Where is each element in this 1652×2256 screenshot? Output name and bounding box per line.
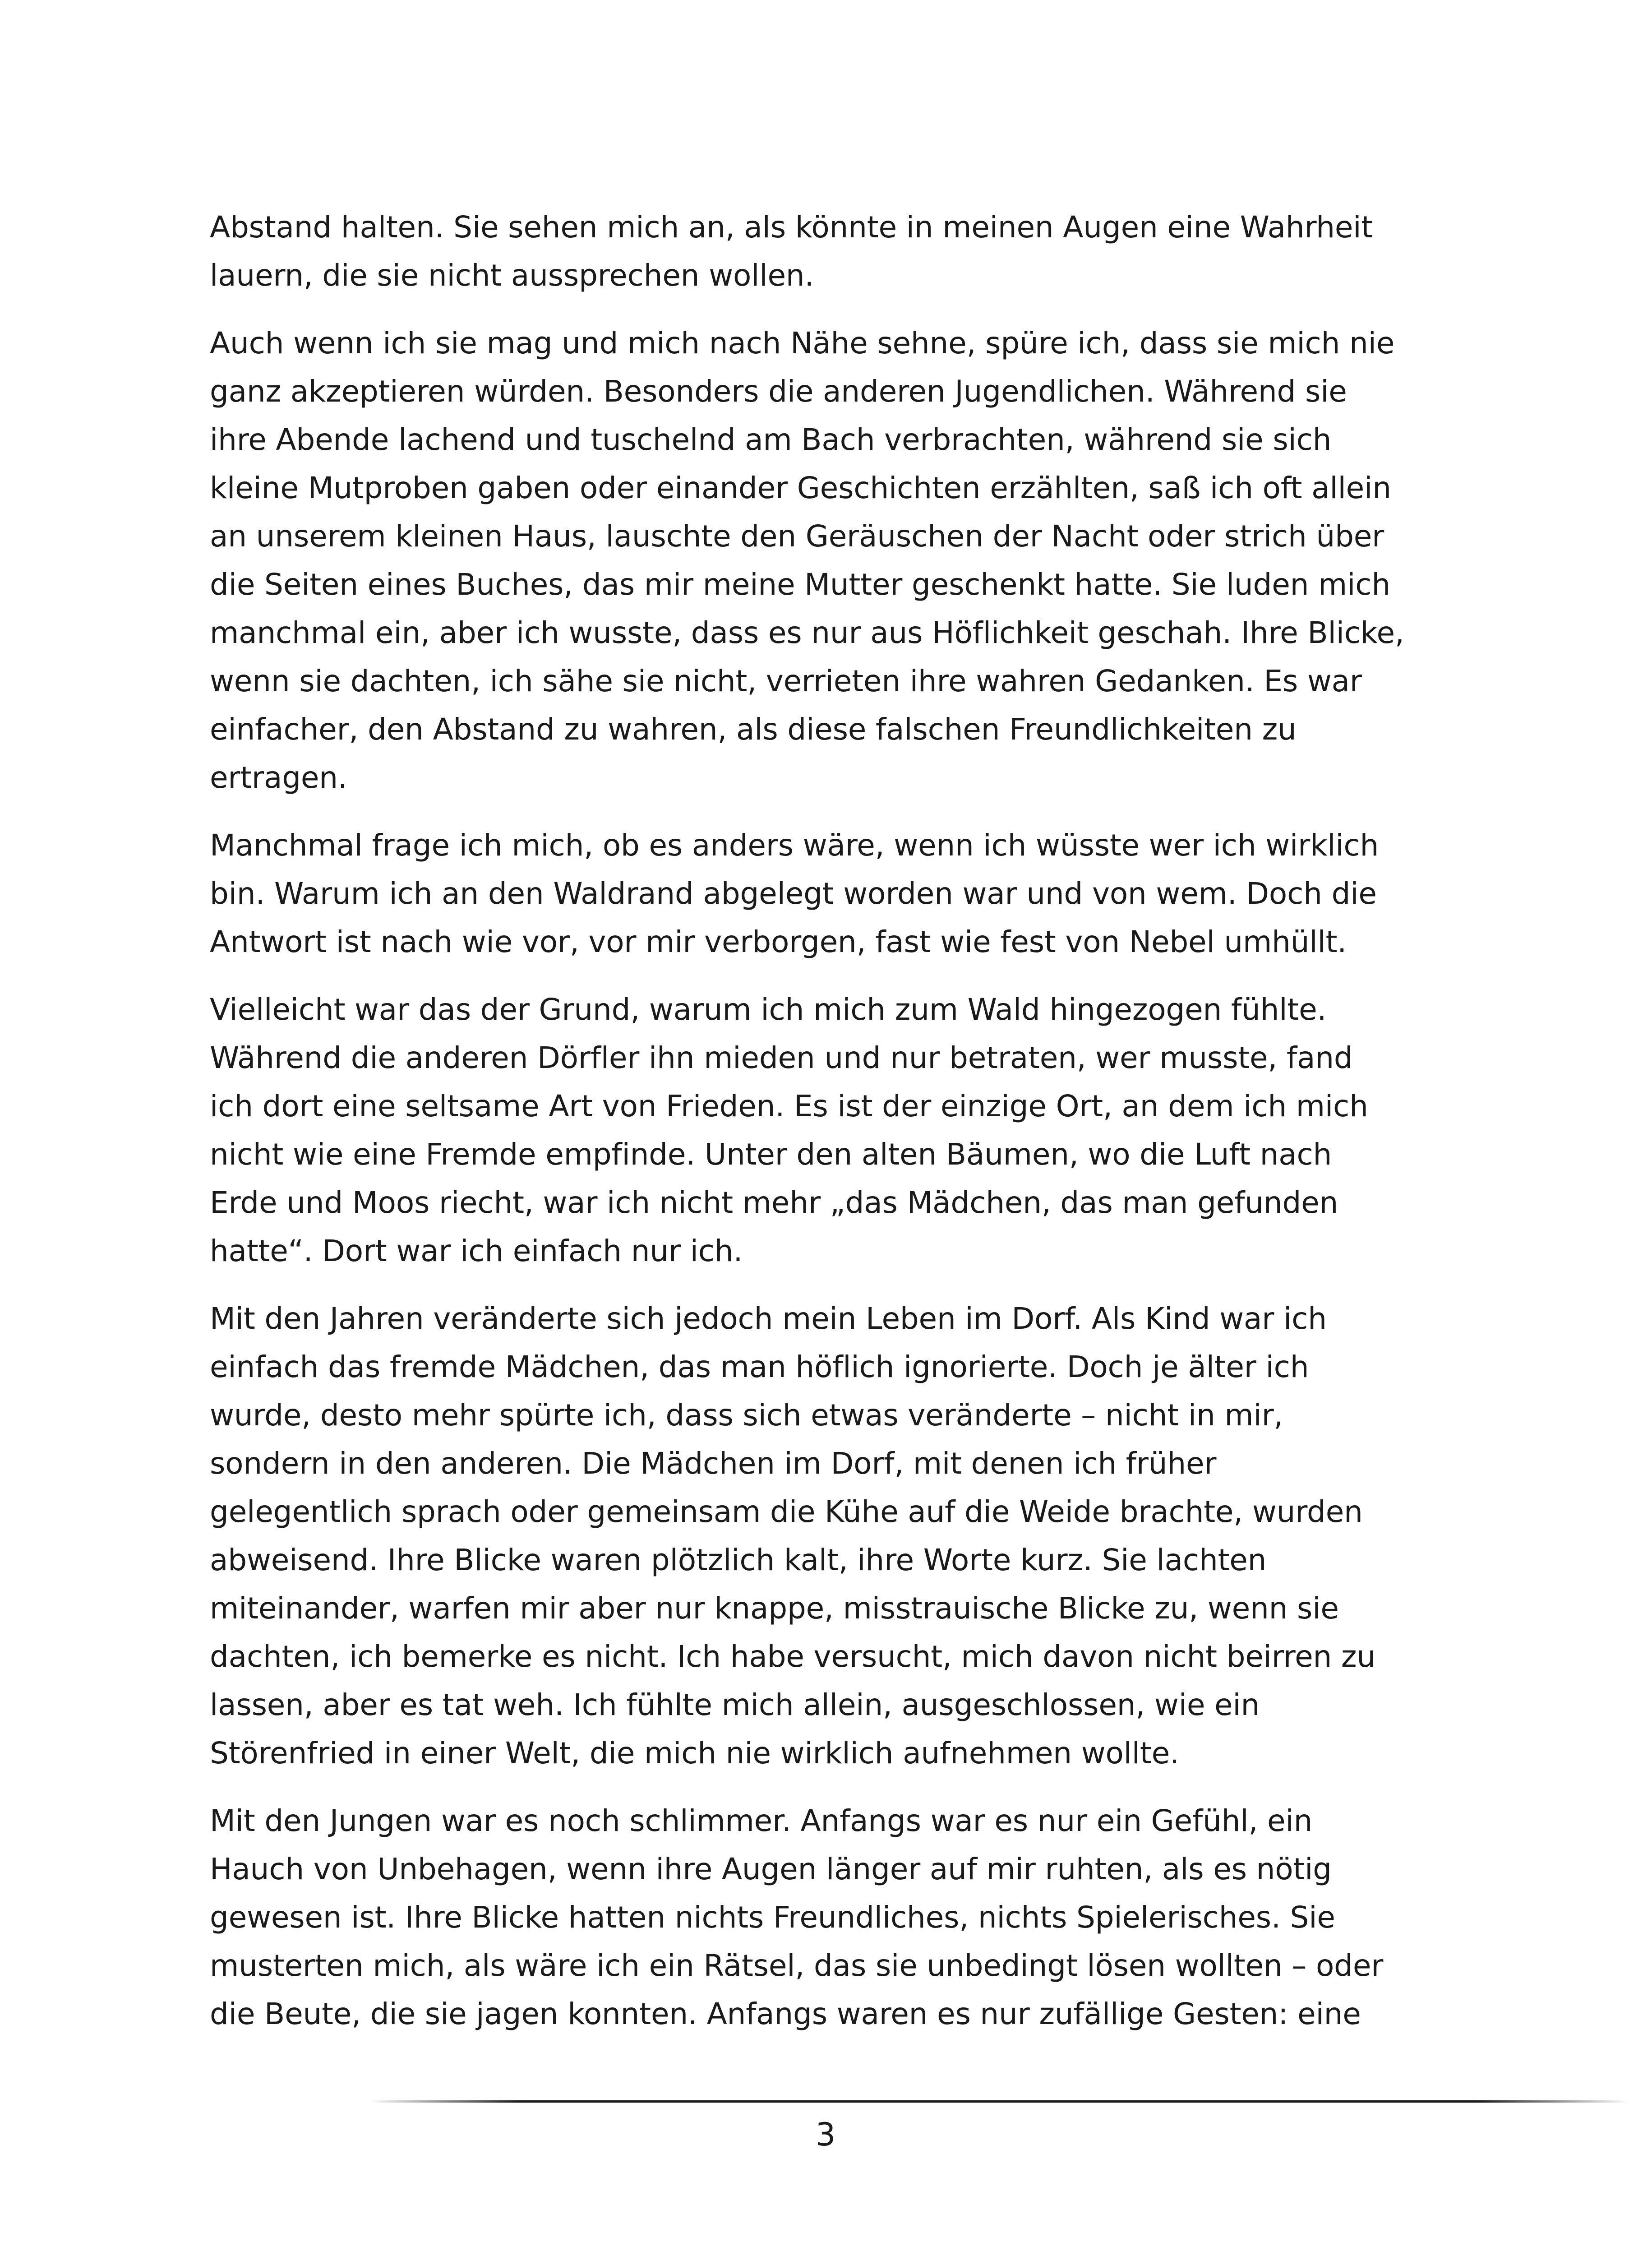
text-line: lauern, die sie nicht aussprechen wollen. [210,258,814,293]
text-line: lassen, aber es tat weh. Ich fühlte mich allein, ausgeschlossen, wie ein [210,1687,1260,1722]
text-line: Während die anderen Dörfler ihn mieden und nur betraten, wer musste, fand [210,1040,1353,1075]
text-line: wenn sie dachten, ich sähe sie nicht, verrieten ihre wahren Gedanken. Es war [210,664,1362,698]
paragraph-6 [210,1797,1446,2038]
text-line: kleine Mutproben gaben oder einander Geschichten erzählten, saß ich oft allein [210,471,1391,505]
text-line: Auch wenn ich sie mag und mich nach Nähe sehne, spüre ich, dass sie mich nie [210,326,1395,361]
text-line: an unserem kleinen Haus, lauschte den Geräuschen der Nacht oder strich über [210,519,1384,554]
text-line: wurde, desto mehr spürte ich, dass sich etwas veränderte – nicht in mir, [210,1398,1283,1433]
text-line: Störenfried in einer Welt, die mich nie wirklich aufnehmen wollte. [210,1736,1179,1771]
paragraph-2 [210,319,1446,802]
text-line: musterten mich, als wäre ich ein Rätsel, das sie unbedingt lösen wollten – oder [210,1948,1384,1983]
text-line: ertragen. [210,760,347,795]
paragraph-4 [210,985,1446,1275]
paragraph-5 [210,1294,1446,1777]
text-line: ich dort eine seltsame Art von Frieden. Es ist der einzige Ort, an dem ich mich [210,1089,1368,1123]
text-line: gelegentlich sprach oder gemeinsam die Kühe auf die Weide brachte, wurden [210,1494,1363,1529]
text-line: Erde und Moos riecht, war ich nicht mehr „das Mädchen, das man gefunden [210,1185,1338,1220]
text-line: ihre Abende lachend und tuschelnd am Bach verbrachten, während sie sich [210,422,1332,457]
paragraph-1 [210,203,1446,300]
text-line: nicht wie eine Fremde empfinde. Unter den alten Bäumen, wo die Luft nach [210,1137,1332,1172]
text-line: bin. Warum ich an den Waldrand abgelegt worden war und von wem. Doch die [210,876,1377,911]
text-line: Hauch von Unbehagen, wenn ihre Augen länger auf mir ruhten, als es nötig [210,1852,1332,1886]
text-line: Mit den Jahren veränderte sich jedoch mein Leben im Dorf. Als Kind war ich [210,1301,1327,1336]
text-line: Vielleicht war das der Grund, warum ich mich zum Wald hingezogen fühlte. [210,992,1327,1027]
text-line: Manchmal frage ich mich, ob es anders wäre, wenn ich wüsste wer ich wirklich [210,828,1379,863]
text-line: die Seiten eines Buches, das mir meine Mutter geschenkt hatte. Sie luden mich [210,567,1390,602]
page-number: 3 [815,2116,836,2153]
paragraph-3 [210,821,1446,966]
text-line: hatte“. Dort war ich einfach nur ich. [210,1234,743,1268]
text-line: sondern in den anderen. Die Mädchen im Dorf, mit denen ich früher [210,1446,1217,1481]
body-text [210,203,1446,2057]
text-line: Mit den Jungen war es noch schlimmer. Anfangs war es nur ein Gefühl, ein [210,1803,1313,1838]
text-line: abweisend. Ihre Blicke waren plötzlich kalt, ihre Worte kurz. Sie lachten [210,1543,1267,1577]
text-line: ganz akzeptieren würden. Besonders die anderen Jugendlichen. Während sie [210,374,1347,409]
footer-divider [370,2100,1629,2103]
text-line: dachten, ich bemerke es nicht. Ich habe versucht, mich davon nicht beirren zu [210,1639,1375,1674]
text-line: Abstand halten. Sie sehen mich an, als könnte in meinen Augen eine Wahrheit [210,210,1373,245]
text-line: miteinander, warfen mir aber nur knappe, misstrauische Blicke zu, wenn sie [210,1591,1339,1626]
text-line: einfach das fremde Mädchen, das man höflich ignorierte. Doch je älter ich [210,1350,1309,1384]
text-line: die Beute, die sie jagen konnten. Anfangs waren es nur zufällige Gesten: eine [210,1997,1361,2031]
text-line: gewesen ist. Ihre Blicke hatten nichts Freundliches, nichts Spielerisches. Sie [210,1900,1335,1935]
text-line: einfacher, den Abstand zu wahren, als diese falschen Freundlichkeiten zu [210,712,1297,747]
text-line: Antwort ist nach wie vor, vor mir verborgen, fast wie fest von Nebel umhüllt. [210,925,1347,959]
text-line: manchmal ein, aber ich wusste, dass es nur aus Höflichkeit geschah. Ihre Blicke, [210,615,1404,650]
